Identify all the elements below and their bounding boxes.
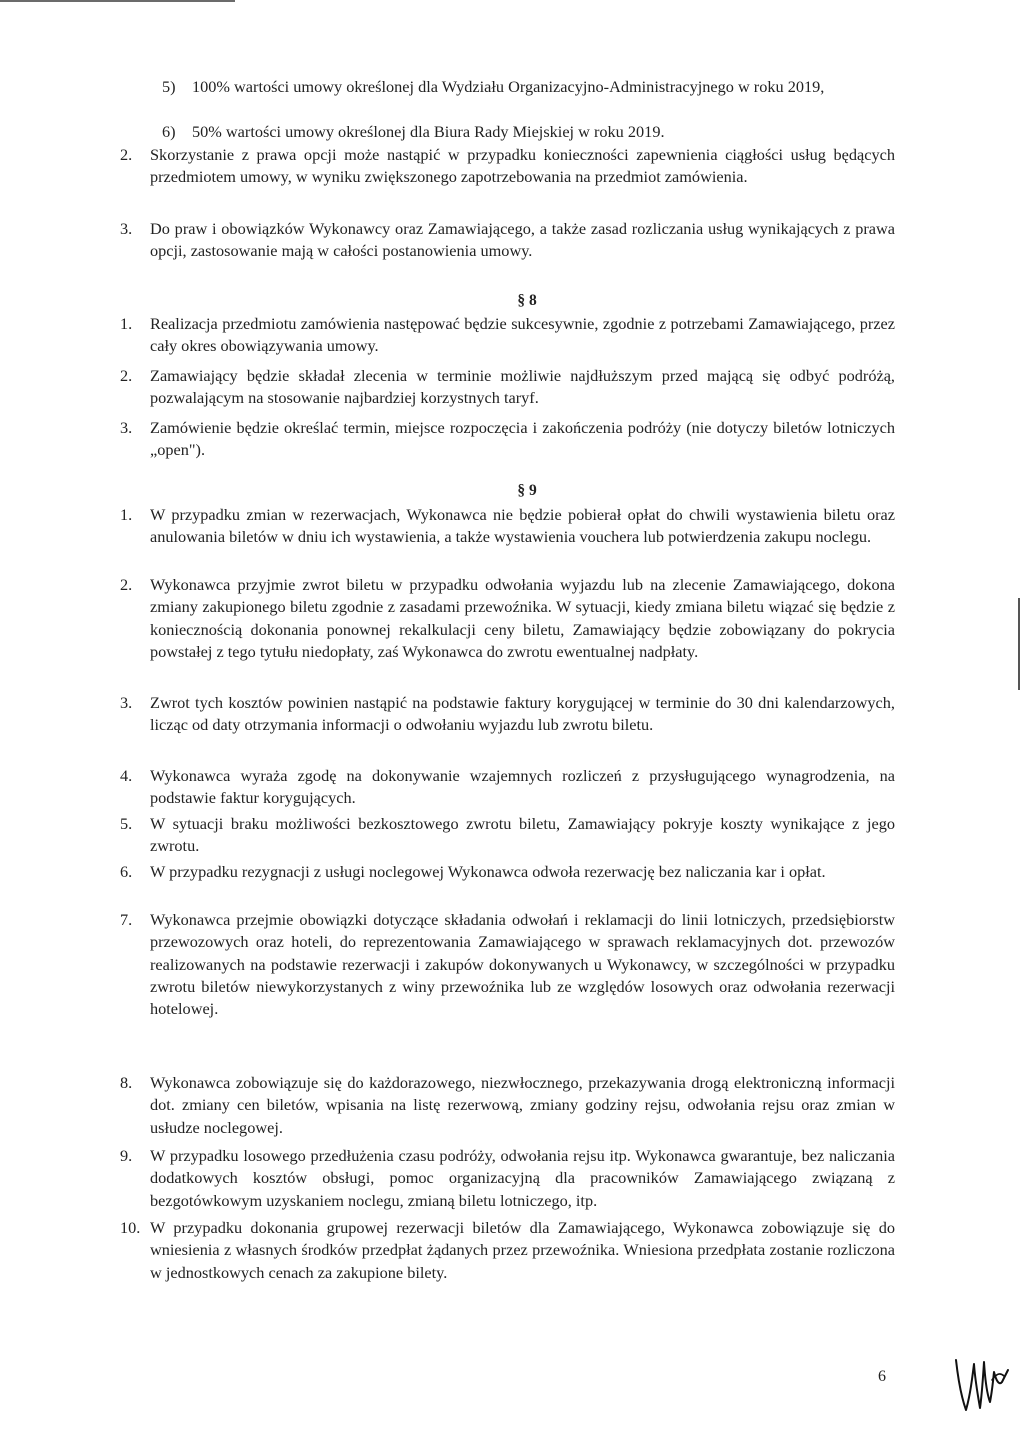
item-number: 1. bbox=[120, 505, 133, 524]
item-number: 3. bbox=[120, 418, 133, 437]
item-text: Realizacja przedmiotu zamówienia następować będzie sukcesywnie, zgodnie z potrzebami Zamawiającego, przez cały okres obowiązywania umowy. bbox=[150, 314, 895, 356]
item-text: W przypadku zmian w rezerwacjach, Wykonawca nie będzie pobierał opłat do chwili wystawienia biletu oraz anulowania biletów w dniu ich wystawienia, a także wystawienia vouchera lub potwierdzenia zakupu noclegu. bbox=[150, 505, 895, 547]
item-text: Zwrot tych kosztów powinien nastąpić na podstawie faktury korygującej w terminie do 30 dni kalendarzowych, licząc od daty otrzymania informacji o odwołaniu wyjazdu lub zwrotu biletu. bbox=[150, 693, 895, 735]
item-text: Do praw i obowiązków Wykonawcy oraz Zamawiającego, a także zasad rozliczania usług wynikających z prawa opcji, zastosowanie mają w całości postanowienia umowy. bbox=[150, 219, 895, 261]
item-text: Skorzystanie z prawa opcji może nastąpić w przypadku konieczności zapewnienia ciągłości usług będących przedmiotem umowy, w wyniku zwiększonego zapotrzebowania na przedmiot zamówienia. bbox=[150, 145, 895, 187]
item-number: 2. bbox=[120, 575, 133, 594]
item-text: Wykonawca przejmie obowiązki dotyczące składania odwołań i reklamacji do linii lotniczych, przedsiębiorstw przewozowych oraz hoteli, do reprezentowania Zamawiającego w sprawach reklamacyjnych dot. przewozów realizowanych na podstawie rezerwacji i zakupów dokonywanych u Wykonawcy, w szczególności w przypadku zwrotu biletów niewykorzystanych z winy przewoźnika lub ze względów losowych oraz odwołania rezerwacji hotelowej. bbox=[150, 910, 895, 1019]
item-text: Wykonawca przyjmie zwrot biletu w przypadku odwołania wyjazdu lub na zlecenie Zamawiającego, dokona zmiany zakupionego biletu zgodnie z zasadami przewoźnika. W sytuacji, kiedy zmiana biletu wiązać się będzie z koniecznością dokonania ponownej rekalkulacji ceny biletu, Zamawiający będzie zobowiązany do pokrycia powstałej z tego tytułu niedopłaty, zaś Wykonawca do zwrotu ewentualnej nadpłaty. bbox=[150, 575, 895, 661]
sub-item-number: 5) bbox=[162, 77, 176, 96]
item-text: Zamawiający będzie składał zlecenia w terminie możliwie najdłuższym przed mającą się odbyć podróżą, pozwalającym na stosowanie najbardziej korzystnych taryf. bbox=[150, 366, 895, 408]
item-text: W przypadku losowego przedłużenia czasu podróży, odwołania rejsu itp. Wykonawca gwarantuje, bez naliczania dodatkowych kosztów obsługi, pomoc organizacyjną dla pracowników Zamawiającego związaną z bezgotówkowym uzyskaniem noclegu, zmianą biletu lotniczego, itp. bbox=[150, 1146, 895, 1210]
item-number: 1. bbox=[120, 314, 133, 333]
item-number: 6. bbox=[120, 862, 133, 881]
item-number: 2. bbox=[120, 366, 133, 385]
section-heading-text: § 9 bbox=[517, 482, 537, 499]
item-text: W przypadku rezygnacji z usługi noclegowej Wykonawca odwoła rezerwację bez naliczania kar i opłat. bbox=[150, 862, 826, 881]
scan-edge-rule bbox=[0, 0, 235, 2]
handwritten-signature-icon bbox=[952, 1350, 1012, 1416]
page-number: 6 bbox=[878, 1368, 886, 1385]
item-text: W przypadku dokonania grupowej rezerwacji biletów dla Zamawiającego, Wykonawca zobowiązuje się do wniesienia z własnych środków przedpłat żądanych przez przewoźnika. Wniesiona przedpłata zostanie rozliczona w jednostkowych cenach za zakupione bilety. bbox=[150, 1218, 895, 1282]
scan-margin-mark bbox=[1018, 598, 1020, 690]
item-text: Wykonawca zobowiązuje się do każdorazowego, niezwłocznego, przekazywania drogą elektroniczną informacji dot. zmiany cen biletów, wpisania na listę rezerwową, zmiany godziny rejsu, odwołania rejsu oraz zmian w usłudze noclegowej. bbox=[150, 1073, 895, 1137]
sub-item-number: 6) bbox=[162, 122, 176, 141]
section-8-heading bbox=[0, 290, 1024, 312]
section-heading-text: § 8 bbox=[517, 292, 537, 309]
section-9-heading bbox=[0, 480, 1024, 502]
item-number: 4. bbox=[120, 766, 133, 785]
item-text: Zamówienie będzie określać termin, miejsce rozpoczęcia i zakończenia podróży (nie dotyczy biletów lotniczych „open"). bbox=[150, 418, 895, 460]
item-number: 10. bbox=[120, 1218, 141, 1237]
item-text: Wykonawca wyraża zgodę na dokonywanie wzajemnych rozliczeń z przysługującego wynagrodzenia, na podstawie faktur korygujących. bbox=[150, 766, 895, 808]
item-number: 3. bbox=[120, 219, 133, 238]
item-number: 5. bbox=[120, 814, 133, 833]
item-number: 8. bbox=[120, 1073, 133, 1092]
item-number: 7. bbox=[120, 910, 133, 929]
item-number: 2. bbox=[120, 145, 133, 164]
item-number: 9. bbox=[120, 1146, 133, 1165]
item-number: 3. bbox=[120, 693, 133, 712]
item-text: W sytuacji braku możliwości bezkosztowego zwrotu biletu, Zamawiający pokryje koszty wynikające z jego zwrotu. bbox=[150, 814, 895, 856]
sub-item-text: 100% wartości umowy określonej dla Wydziału Organizacyjno-Administracyjnego w roku 2019, bbox=[192, 77, 825, 96]
sub-item-text: 50% wartości umowy określonej dla Biura Rady Miejskiej w roku 2019. bbox=[192, 122, 665, 141]
